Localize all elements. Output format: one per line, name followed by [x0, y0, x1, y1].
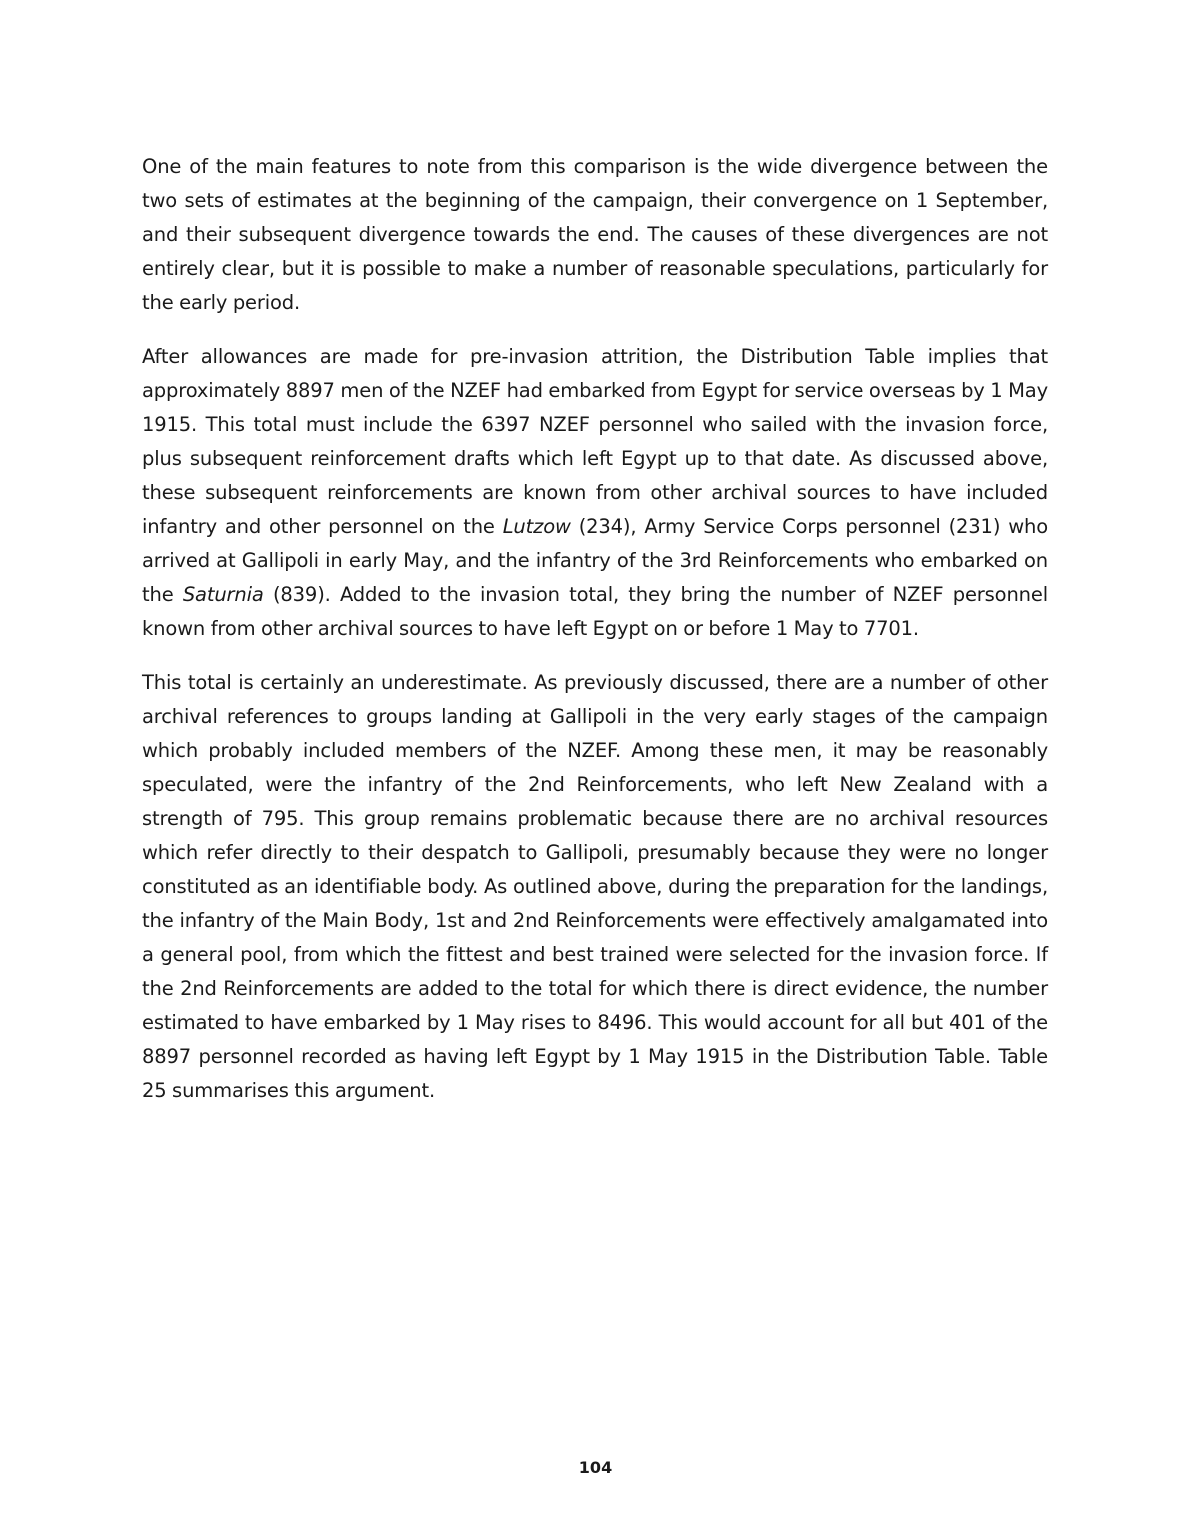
paragraph: [142, 340, 1048, 646]
paragraph-text: (234), Army Service Corps personnel (231) who arrived at Gallipoli in early May, and the infantry of the 3rd Reinforcements who embarked on the: [142, 515, 1048, 606]
ship-name-italic: Saturnia: [182, 583, 264, 606]
paragraph-text: One of the main features to note from this comparison is the wide divergence between the two sets of estimates at the beginning of the campaign, their convergence on 1 September, and their subsequent divergence towards the end. The causes of these divergences are not entirely clear, but it is possible to make a number of reasonable speculations, particularly for the early period.: [142, 155, 1048, 314]
paragraph-text: After allowances are made for pre-invasion attrition, the Distribution Table implies that approximately 8897 men of the NZEF had embarked from Egypt for service overseas by 1 May 1915. This total must include the 6397 NZEF personnel who sailed with the invasion force, plus subsequent reinforcement drafts which left Egypt up to that date. As discussed above, these subsequent reinforcements are known from other archival sources to have included infantry and other personnel on the: [142, 345, 1048, 538]
paragraph-text: (839). Added to the invasion total, they bring the number of NZEF personnel known from other archival sources to have left Egypt on or before 1 May to 7701.: [142, 583, 1048, 640]
ship-name-italic: Lutzow: [502, 515, 571, 538]
paragraph: [142, 150, 1048, 320]
page-number: 104: [578, 1458, 613, 1477]
page-body: [142, 150, 1048, 1128]
paragraph: [142, 666, 1048, 1108]
paragraph-text: This total is certainly an underestimate. As previously discussed, there are a number of other archival references to groups landing at Gallipoli in the very early stages of the campaign which probably included members of the NZEF. Among these men, it may be reasonably speculated, were the infantry of the 2nd Reinforcements, who left New Zealand with a strength of 795. This group remains problematic because there are no archival resources which refer directly to their despatch to Gallipoli, presumably because they were no longer constituted as an identifiable body. As outlined above, during the preparation for the landings, the infantry of the Main Body, 1st and 2nd Reinforcements were effectively amalgamated into a general pool, from which the fittest and best trained were selected for the invasion force. If the 2nd Reinforcements are added to the total for which there is direct evidence, the number estimated to have embarked by 1 May rises to 8496. This would account for all but 401 of the 8897 personnel recorded as having left Egypt by 1 May 1915 in the Distribution Table. Table 25 summarises this argument.: [142, 671, 1048, 1102]
